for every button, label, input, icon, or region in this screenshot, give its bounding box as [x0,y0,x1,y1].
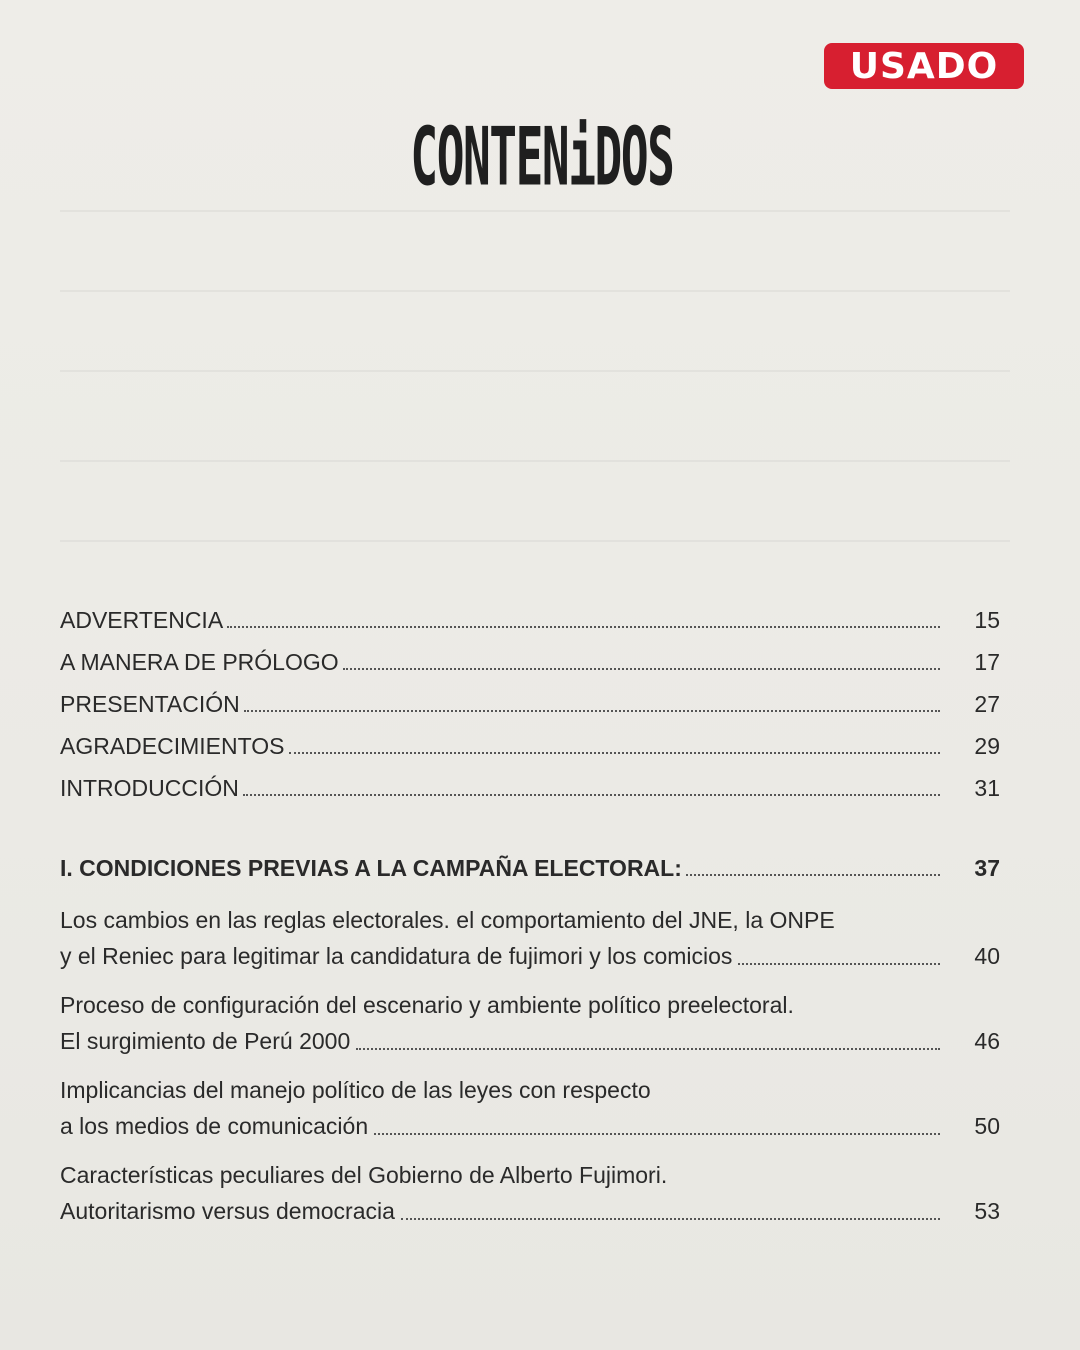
leader-dots [243,793,940,796]
toc-row [60,690,1000,718]
entry-line-1: Los cambios en las reglas electorales. el comportamiento del JNE, la ONPE [60,907,835,933]
toc-row [60,648,1000,676]
entry-line-1: Implicancias del manejo político de las leyes con respecto [60,1077,651,1103]
leader-dots [374,1132,940,1135]
leader-dots [244,709,940,712]
leader-dots [227,625,940,628]
used-badge: USADO [824,43,1024,89]
toc-label: INTRODUCCIÓN [60,775,239,801]
entry-label: a los medios de comunicación [60,1113,369,1139]
entry-line-2 [60,1108,1000,1144]
toc-page: 29 [974,733,1000,759]
toc-label: A MANERA DE PRÓLOGO [60,649,339,675]
leader-dots [686,873,940,876]
entry-line-1: Características peculiares del Gobierno de Alberto Fujimori. [60,1162,668,1188]
toc-label: PRESENTACIÓN [60,691,240,717]
leader-dots [356,1047,940,1050]
entry-line-2 [60,1193,1000,1229]
leader-dots [343,667,940,670]
entry-label: El surgimiento de Perú 2000 [60,1028,351,1054]
entry-line-1: Proceso de configuración del escenario y ambiente político preelectoral. [60,992,794,1018]
entry-page: 53 [974,1198,1000,1224]
bleed-through-line [60,290,1010,292]
toc-page: 15 [974,607,1000,633]
toc-label: AGRADECIMIENTOS [60,733,285,759]
entry-label: Autoritarismo versus democracia [60,1198,395,1224]
entry-line-2 [60,1023,1000,1059]
toc-row [60,732,1000,760]
toc-page: 17 [974,649,1000,675]
toc-entry [60,1157,1000,1229]
section-label: I. CONDICIONES PREVIAS A LA CAMPAÑA ELECTORAL: [60,855,682,881]
bleed-through-line [60,460,1010,462]
toc-entry [60,1072,1000,1144]
page-title: CONTENiDOS [410,112,674,205]
bleed-through-line [60,370,1010,372]
entry-page: 50 [974,1113,1000,1139]
toc-entry [60,987,1000,1059]
leader-dots [289,751,941,754]
leader-dots [401,1217,940,1220]
entry-line-2 [60,938,1000,974]
toc-label: ADVERTENCIA [60,607,224,633]
toc-row [60,774,1000,802]
entry-page: 40 [974,943,1000,969]
toc-section-row [60,854,1000,882]
toc-page: 31 [974,775,1000,801]
section-page: 37 [974,855,1000,881]
toc-page: 27 [974,691,1000,717]
leader-dots [738,962,940,965]
toc-row [60,606,1000,634]
toc-entry [60,902,1000,974]
entry-label: y el Reniec para legitimar la candidatura de fujimori y los comicios [60,943,733,969]
entry-page: 46 [974,1028,1000,1054]
bleed-through-line [60,540,1010,542]
